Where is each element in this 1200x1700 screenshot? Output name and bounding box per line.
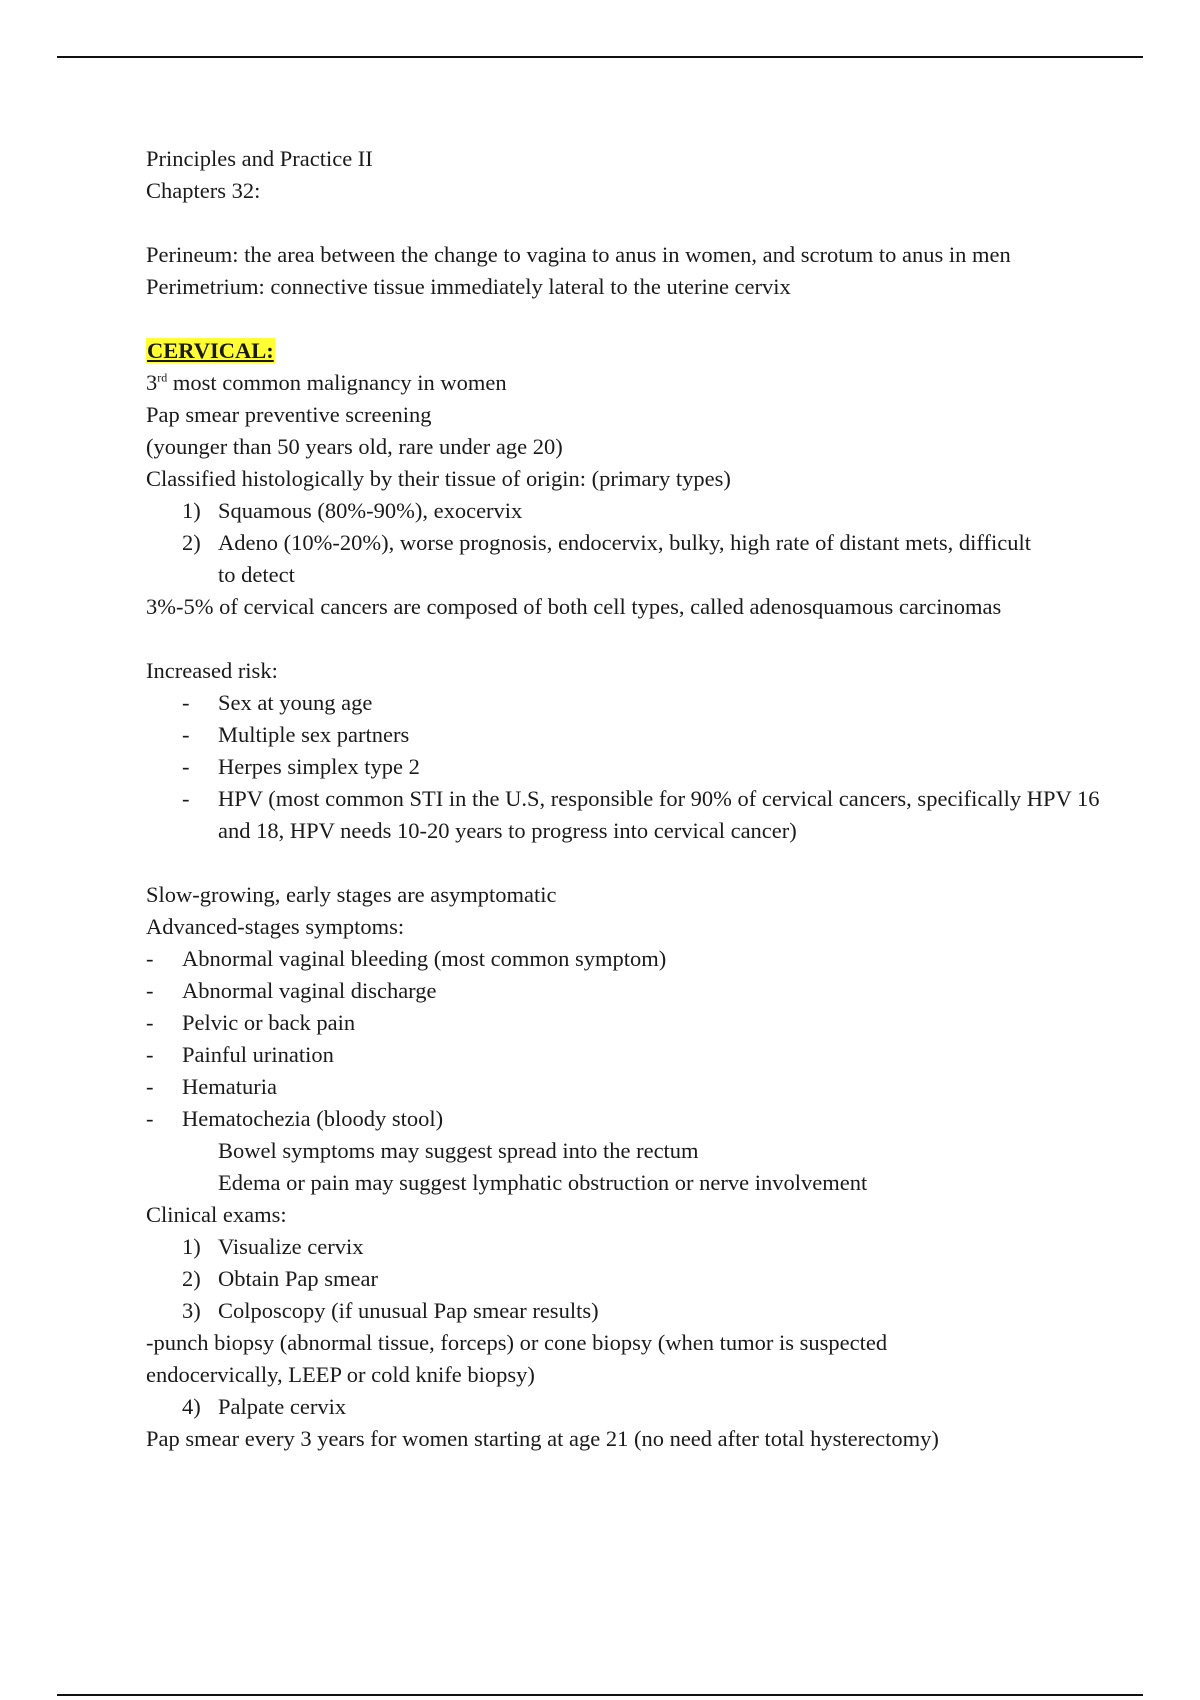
list-item [146,975,1146,1007]
biopsy-note: -punch biopsy (abnormal tissue, forceps) or cone biopsy (when tumor is suspected endocervically, LEEP or cold knife biopsy) [146,1330,888,1387]
spacer [146,207,1146,239]
rank-number: 3 [146,370,158,395]
list-item-text: Adeno (10%-20%), worse prognosis, endocervix, bulky, high rate of distant mets, difficult to detect [218,530,1031,587]
list-item [146,1071,1146,1103]
list-marker: - [182,786,190,811]
spacer [146,623,1146,655]
symptoms-heading: Advanced-stages symptoms: [146,914,405,939]
list-item [146,751,1146,783]
age-note: (younger than 50 years old, rare under age 20) [146,434,563,459]
list-item-text: Obtain Pap smear [218,1266,378,1291]
document-body [146,143,1146,1455]
list-marker: - [146,1010,154,1035]
risk-heading: Increased risk: [146,658,278,683]
list-item-text: Squamous (80%-90%), exocervix [218,498,523,523]
list-item [146,1007,1146,1039]
section-cervical [146,335,1146,367]
list-item [146,527,1048,591]
list-item-text: Hematuria [182,1074,277,1099]
malignancy-rank [146,367,1146,399]
top-rule [57,56,1143,58]
list-marker: - [146,1042,154,1067]
slow-growing-line: Slow-growing, early stages are asymptomatic [146,882,557,907]
spacer [146,847,1146,879]
list-item-text: Herpes simplex type 2 [218,754,420,779]
list-marker: 4) [182,1394,201,1419]
adenosquamous-line: 3%-5% of cervical cancers are composed of both cell types, called adenosquamous carcinomas [146,594,1002,619]
definition-perineum: Perineum: the area between the change to vagina to anus in women, and scrotum to anus in men [146,242,1011,267]
list-item-text: Hematochezia (bloody stool) [182,1106,444,1131]
list-item [146,783,1118,847]
list-item [146,1263,1146,1295]
list-item-text: Abnormal vaginal bleeding (most common symptom) [182,946,667,971]
rank-text: most common malignancy in women [167,370,507,395]
definition-perimetrium: Perimetrium: connective tissue immediately lateral to the uterine cervix [146,274,791,299]
list-item-text: Visualize cervix [218,1234,364,1259]
list-marker: - [146,1106,154,1131]
rank-suffix: rd [157,370,168,385]
list-item-text: Multiple sex partners [218,722,410,747]
list-item [146,687,1146,719]
list-marker: 2) [182,530,201,555]
list-marker: 3) [182,1298,201,1323]
list-marker: 1) [182,498,201,523]
list-item-text: Painful urination [182,1042,334,1067]
list-item-text: HPV (most common STI in the U.S, responsible for 90% of cervical cancers, specifically HPV 16 and 18, HPV needs 10-20 years to progress into cervical cancer) [218,786,1100,843]
list-item [146,1391,1146,1423]
list-marker: 2) [182,1266,201,1291]
list-item [146,1295,1146,1327]
bottom-rule [57,1694,1143,1696]
list-item [146,719,1146,751]
list-marker: - [182,722,190,747]
list-marker: 1) [182,1234,201,1259]
list-item [146,495,1146,527]
list-marker: - [146,946,154,971]
chapters-label: Chapters 32: [146,178,261,203]
edema-note: Edema or pain may suggest lymphatic obstruction or nerve involvement [218,1170,868,1195]
exams-heading: Clinical exams: [146,1202,287,1227]
list-item-text: Colposcopy (if unusual Pap smear results) [218,1298,599,1323]
list-item-text: Pelvic or back pain [182,1010,356,1035]
list-marker: - [182,690,190,715]
list-item [146,1231,1146,1263]
list-item [146,1103,1146,1135]
list-item [146,1039,1146,1071]
classified-line: Classified histologically by their tissue of origin: (primary types) [146,466,731,491]
list-item-text: Sex at young age [218,690,373,715]
bowel-note: Bowel symptoms may suggest spread into the rectum [218,1138,699,1163]
list-item-text: Palpate cervix [218,1394,347,1419]
cervical-heading: CERVICAL: [147,338,274,363]
screening-line: Pap smear preventive screening [146,402,432,427]
list-marker: - [146,1074,154,1099]
pap-schedule-line: Pap smear every 3 years for women starting at age 21 (no need after total hysterectomy) [146,1426,939,1451]
list-item [146,943,1146,975]
list-marker: - [146,978,154,1003]
list-item-text: Abnormal vaginal discharge [182,978,437,1003]
document-title: Principles and Practice II [146,146,373,171]
spacer [146,303,1146,335]
list-marker: - [182,754,190,779]
